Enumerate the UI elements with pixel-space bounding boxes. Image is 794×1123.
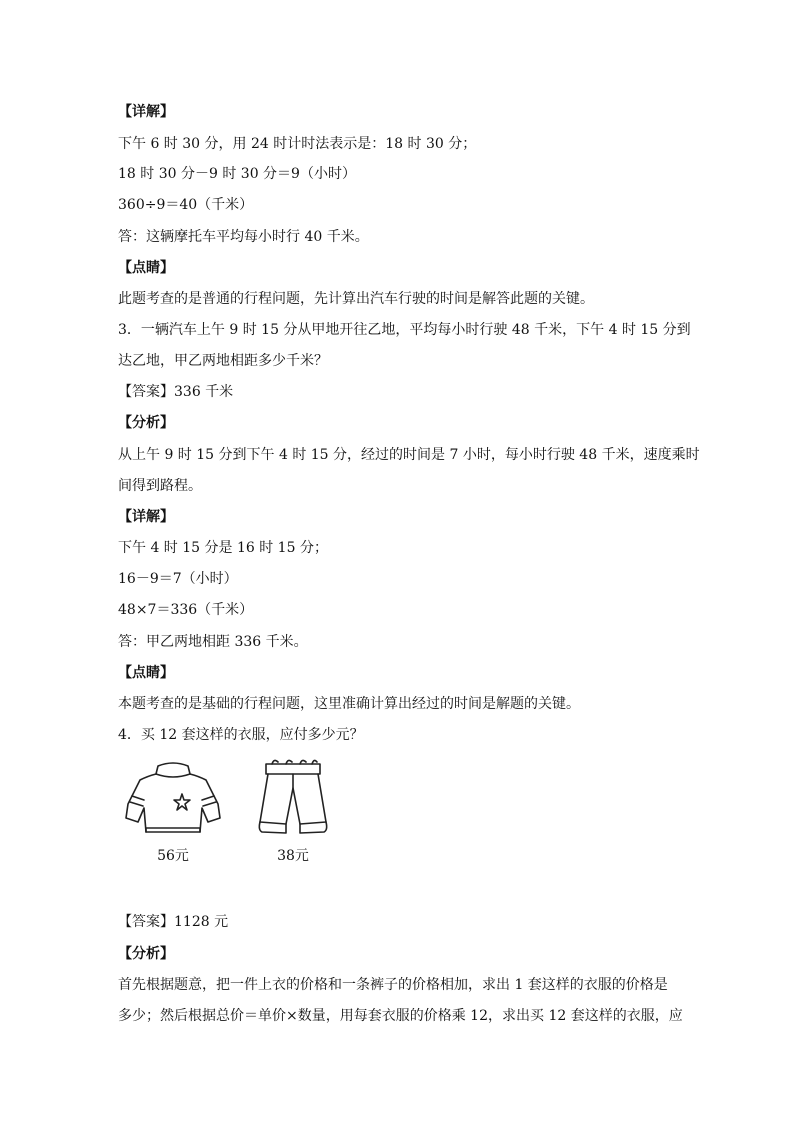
text-line: 16－9＝7（小时） [118,571,238,587]
text-line: 下午 6 时 30 分，用 24 时计时法表示是：18 时 30 分； [118,136,477,152]
clothing-figure [118,752,348,872]
section-heading-analysis: 【分析】 [118,415,174,431]
text-line: 多少；然后根据总价＝单价×数量，用每套衣服的价格乘 12，求出买 12 套这样的衣服，应 [118,1008,683,1024]
text-line: 从上午 9 时 15 分到下午 4 时 15 分，经过的时间是 7 小时，每小时行驶 48 千米，速度乘时 [118,447,700,463]
text-line: 360÷9＝40（千米） [118,197,254,213]
answer-line: 【答案】336 千米 [118,384,234,400]
text-line: 间得到路程。 [118,478,202,494]
text-line: 答：这辆摩托车平均每小时行 40 千米。 [118,229,369,245]
sweater-price: 56元 [157,848,189,864]
text-line: 本题考查的是基础的行程问题，这里准确计算出经过的时间是解题的关键。 [118,696,580,712]
text-line: 此题考查的是普通的行程问题，先计算出汽车行驶的时间是解答此题的关键。 [118,291,594,307]
section-heading-detail: 【详解】 [118,509,174,525]
pants-price: 38元 [277,848,309,864]
text-line: 18 时 30 分－9 时 30 分＝9（小时） [118,166,356,182]
sweater-item [118,752,228,872]
text-line: 下午 4 时 15 分是 16 时 15 分； [118,540,328,556]
question-3-cont: 达乙地，甲乙两地相距多少千米？ [118,353,328,369]
section-heading-comment: 【点睛】 [118,260,174,276]
section-heading-comment: 【点睛】 [118,665,174,681]
question-3: 3．一辆汽车上午 9 时 15 分从甲地开往乙地，平均每小时行驶 48 千米，下午 4 时 15 分到 [118,322,691,338]
question-4: 4．买 12 套这样的衣服，应付多少元？ [118,727,364,743]
text-line: 答：甲乙两地相距 336 千米。 [118,634,308,650]
answer-line: 【答案】1128 元 [118,914,229,930]
pants-icon [238,752,348,842]
sweater-icon [118,752,228,842]
text-line: 首先根据题意，把一件上衣的价格和一条裤子的价格相加，求出 1 套这样的衣服的价格是 [118,977,668,993]
text-line: 48×7＝336（千米） [118,602,254,618]
section-heading-detail: 【详解】 [118,104,174,120]
section-heading-analysis: 【分析】 [118,946,174,962]
pants-item [238,752,348,872]
